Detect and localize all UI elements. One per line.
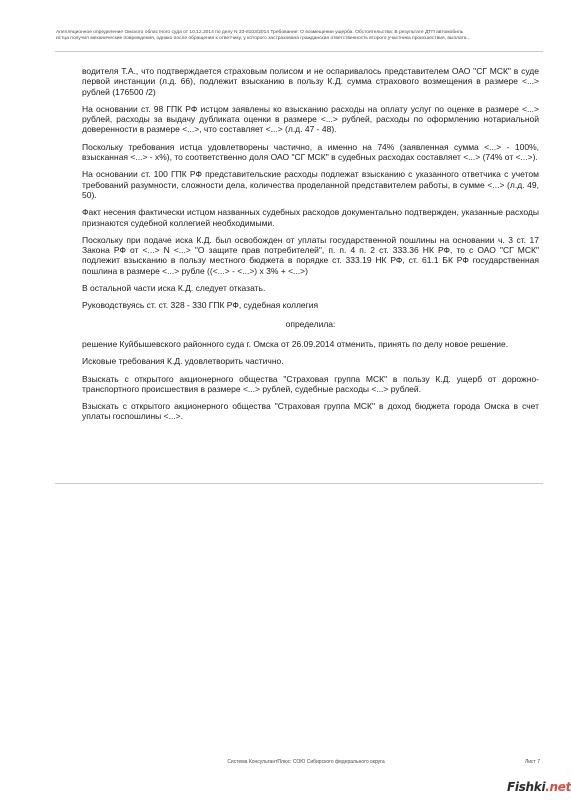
paragraph-state-duty: Поскольку при подаче иска К.Д. был освобожден от уплаты государственной пошлины на основании ч. 3 ст. 17 Закона РФ от <...> N <...> "О защите прав потребителей", п. п. 4 п. 2 ст. 333.36 НК РФ, то с ОАО "СГ МСК" подлежит взысканию в пользу местного бюджета в порядке ст. 333.19 НК РФ, ст. 61.1 БК РФ государственная пошлина в размере <...> рубле ((<...> - <...>) x 3% + <...>) (82, 234, 539, 276)
paragraph-rest-refused: В остальной части иска К.Д. следует отказать. (82, 283, 266, 294)
paragraph-guided-by: Руководствуясь ст. ст. 328 - 330 ГПК РФ, судебная коллегия (82, 300, 319, 311)
watermark-logo (507, 780, 571, 798)
paragraph-insurance-payout: водителя Т.А., что подтверждается страховым полисом и не оспаривалось представителем ОАО "СГ МСК" в суде первой инстанции (л.д. 66), подлежит взысканию в пользу К.Д. сумма страхового возмещения в размере <...> рублей (176500 /2) (82, 66, 539, 97)
content-end-divider (55, 483, 543, 484)
document-body (82, 66, 539, 429)
header-line-1: Апелляционное определение Омского областного суда от 10.12.2014 по делу N 33-8103/2014 Требование: О возмещении ущерба. Обстоятельства: В результате ДТП автомобиль (56, 30, 464, 35)
footer-page-number: Лист 7 (524, 759, 540, 765)
header-line-2: истца получил механические повреждения, однако после обращения к ответчику, у которого застрахована гражданская ответственность второго участника происшествия, выплата... (56, 36, 471, 42)
paragraph-claims-satisfied: Исковые требования К.Д. удовлетворить частично. (82, 356, 284, 367)
watermark-text: Fishki (507, 780, 546, 794)
ruling-heading: определила: (285, 318, 336, 329)
watermark-suffix: .net (545, 780, 571, 794)
paragraph-representative-costs: На основании ст. 100 ГПК РФ представительские расходы подлежат взысканию с указанного ответчика с учетом требований разумности, сложности дела, количества проделанной представителем работы, в сумме <...> (л.д. 49, 50). (82, 169, 539, 200)
footer-system-name: Система КонсультантПлюс: СОЮ Сибирского федерального округа (227, 759, 385, 765)
header-divider (55, 51, 543, 52)
paragraph-partial-claim: Поскольку требования истца удовлетворены частично, а именно на 74% (заявленная сумма <...> - 100%, взысканная <...> - х%), то соответственно доля ОАО "СГ МСК" в судебных расходах составляет <...> (74% от <...>). (82, 141, 539, 163)
paragraph-costs-confirmed: Факт несения фактически истцом названных судебных расходов документально подтвержден, указанные расходы признаются судебной коллегией необходимыми. (82, 207, 539, 228)
paragraph-recover-damage: Взыскать с открытого акционерного общества "Страховая группа МСК" в пользу К.Д. ущерб от дорожно-транспортного происшествия в размере <...> рублей, судебные расходы <...> рублей. (82, 373, 539, 394)
document-header (56, 30, 542, 43)
paragraph-decision-cancelled: решение Куйбышевского районного суда г. Омска от 26.09.2014 отменить, принять по делу новое решение. (82, 338, 509, 349)
paragraph-recover-duty: Взыскать с открытого акционерного общества "Страховая группа МСК" в доход бюджета города Омска в счет уплаты госпошлины <...>. (82, 401, 539, 422)
paragraph-assessment-costs: На основании ст. 98 ГПК РФ истцом заявлены ко взысканию расходы на оплату услуг по оценке в размере <...> рублей, расходы за выдачу дубликата оценки в размере <...> рублей, расходы по оформлению нотариальной доверенности в размере <...>, что составляет <...> (л.д. 47 - 48). (82, 103, 539, 135)
